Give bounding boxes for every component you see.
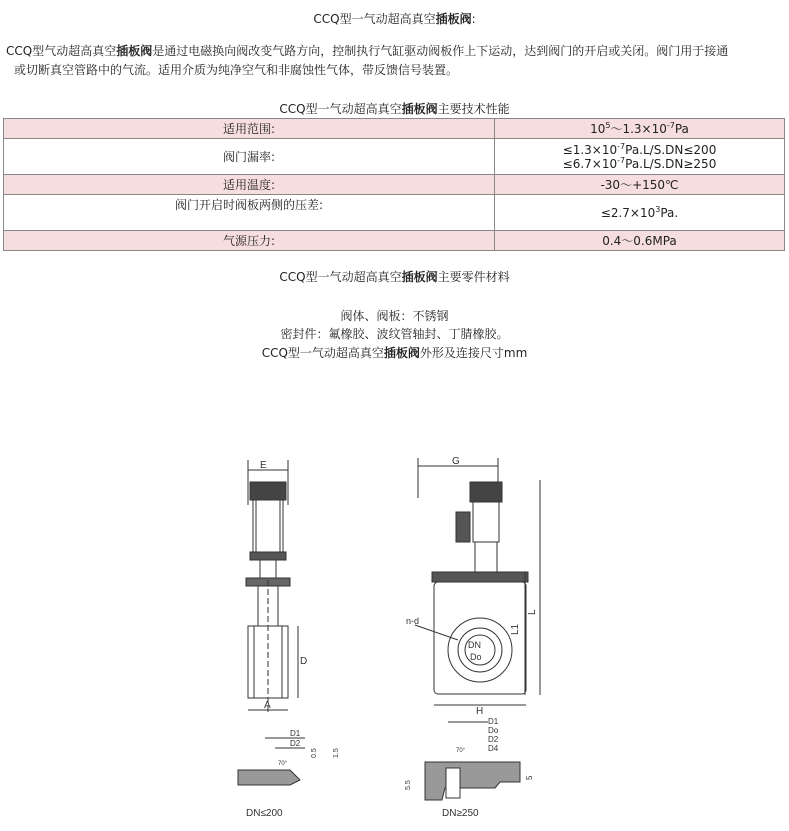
spec-value: 0.4～0.6MPa: [495, 231, 785, 251]
label-do-large: Do: [488, 726, 499, 735]
label-l: L: [527, 609, 538, 615]
label-angle-large: 70°: [456, 748, 466, 754]
materials-line-2: 密封件：氟橡胶、波纹管轴封、丁腈橡胶。: [280, 327, 509, 341]
intro-paragraph: [6, 42, 782, 80]
label-nd: n-d: [406, 616, 420, 626]
label-d4-large: D4: [488, 744, 499, 753]
intro-line-1: CCQ型气动超高真空插板阀是通过电磁换向阀改变气路方向，控制执行气缸驱动阀板作上下运动，达到阀门的开启或关闭。阀门用于接通: [6, 44, 729, 58]
spec-row-pressure-diff: [4, 195, 785, 231]
label-d2-small: D2: [290, 739, 301, 748]
label-55: 5.5: [405, 780, 412, 790]
label-d1-large: D1: [488, 717, 499, 726]
label-d: D: [300, 656, 308, 667]
label-h: H: [476, 706, 484, 717]
spec-table-title: CCQ型一气动超高真空插板阀主要技术性能: [279, 102, 510, 116]
spec-row-temp: [4, 175, 785, 195]
label-d2-large: D2: [488, 735, 499, 744]
label-angle-small: 70°: [278, 761, 288, 767]
spec-row-air-pressure: [4, 231, 785, 251]
label-l1: L1: [510, 623, 521, 635]
label-do: Do: [470, 652, 482, 662]
page-title: CCQ型一气动超高真空插板阀:: [313, 12, 476, 26]
spec-value: $10^5\sim 1.3\times 10^{-7}Pa$: [495, 119, 785, 139]
label-dn: DN: [468, 640, 481, 650]
label-5: 5: [525, 775, 534, 780]
label-15: 1.5: [333, 748, 340, 758]
intro-line-2: 或切断真空管路中的气流。适用介质为纯净空气和非腐蚀性气体，带反馈信号装置。: [14, 63, 459, 77]
spec-value: $\le 1.3\times 10^{-7}Pa.L/S.DN\le 200$ $\le 6.7\times 10^{-7}Pa.L/S.DN\ge 250$: [495, 139, 785, 175]
materials-line-1: 阀体、阀板：不锈钢: [340, 309, 449, 323]
side-view: [246, 460, 307, 715]
spec-table: [3, 118, 785, 251]
spec-label: 气源压力:: [4, 231, 495, 251]
spec-label: 适用温度:: [4, 175, 495, 195]
label-e: E: [260, 460, 267, 471]
label-d1-small: D1: [290, 729, 301, 738]
label-dn-small: DN≤200: [246, 808, 283, 819]
label-05: 0.5: [311, 748, 318, 758]
spec-label: 阀门开启时阀板两侧的压差:: [4, 195, 495, 231]
spec-value: $\le 2.7\times 10^3Pa$.: [495, 195, 785, 231]
valve-technical-drawing: [220, 440, 560, 825]
label-g: G: [452, 456, 460, 467]
label-dn-large: DN≥250: [442, 808, 479, 819]
spec-value: -30～+150℃: [495, 175, 785, 195]
materials-title: CCQ型一气动超高真空插板阀主要零件材料: [279, 270, 510, 284]
detail-large: [405, 717, 534, 819]
spec-label: 阀门漏率:: [4, 139, 495, 175]
spec-row-range: [4, 119, 785, 139]
dimensions-title: CCQ型一气动超高真空插板阀外形及连接尺寸mm: [261, 346, 528, 360]
front-view: [406, 456, 540, 717]
detail-small: [238, 729, 340, 819]
label-a: A: [264, 700, 271, 711]
spec-row-leak: [4, 139, 785, 175]
spec-label: 适用范围:: [4, 119, 495, 139]
